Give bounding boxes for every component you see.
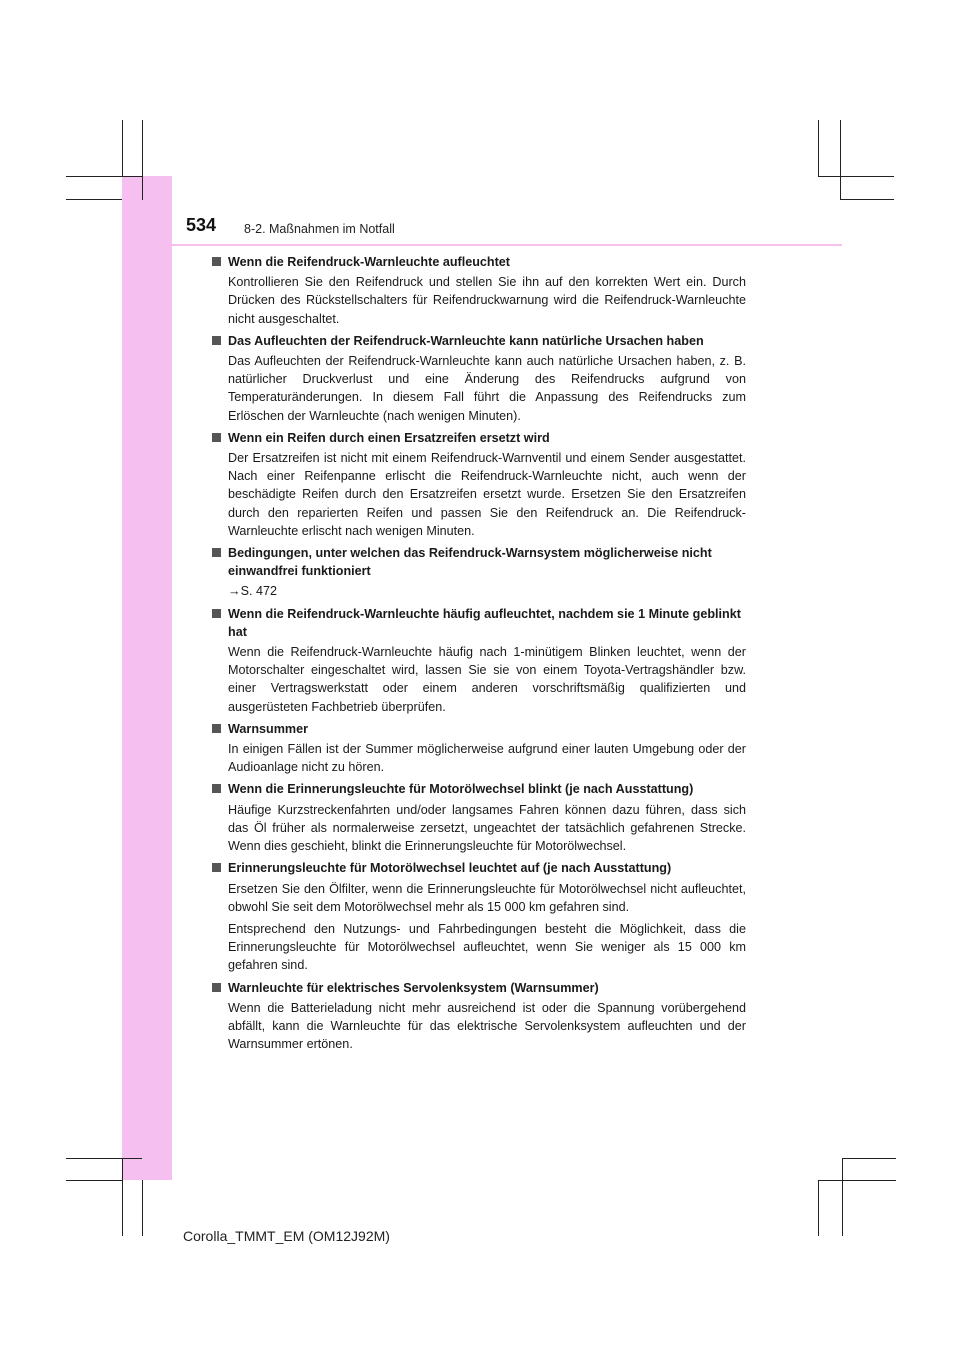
- crop-mark: [818, 1180, 896, 1181]
- section-entry: [212, 859, 746, 974]
- crop-mark: [842, 1158, 896, 1159]
- square-bullet-icon: [212, 257, 221, 266]
- section-heading-text: Wenn ein Reifen durch einen Ersatzreifen ersetzt wird: [228, 430, 550, 445]
- crop-mark: [840, 120, 841, 200]
- section-entry: [212, 720, 746, 777]
- square-bullet-icon: [212, 433, 221, 442]
- page-content: [212, 253, 746, 1057]
- section-entry: [212, 332, 746, 425]
- section-heading: [212, 332, 746, 350]
- square-bullet-icon: [212, 548, 221, 557]
- crop-mark: [818, 120, 819, 176]
- crop-mark: [66, 1158, 142, 1159]
- section-heading-text: Wenn die Reifendruck-Warnleuchte aufleuchtet: [228, 255, 511, 269]
- crop-mark: [818, 176, 894, 177]
- crop-mark: [122, 120, 123, 176]
- crop-mark: [122, 1158, 123, 1236]
- section-paragraph: Ersetzen Sie den Ölfilter, wenn die Erinnerungsleuchte für Motorölwechsel nicht aufleuchtet, obwohl Sie seit dem Motorölwechsel mehr als 15 000 km gefahren sind.: [228, 881, 746, 914]
- section-paragraph: Kontrollieren Sie den Reifendruck und stellen Sie ihn auf den korrekten Wert ein. Durch Drücken des Rückstellschalters für Reifendruckwarnung wird die Reifendruck-Warnleuchte nicht ausgeschaltet.: [228, 275, 746, 326]
- square-bullet-icon: [212, 724, 221, 733]
- section-heading-text: Erinnerungsleuchte für Motorölwechsel leuchtet auf (je nach Ausstattung): [228, 861, 672, 876]
- section-heading: [212, 859, 746, 877]
- crop-mark: [142, 120, 143, 200]
- crop-mark: [66, 176, 142, 177]
- side-tab-bar: [122, 176, 172, 1180]
- section-paragraph: Wenn die Batterieladung nicht mehr ausreichend ist oder die Spannung vorübergehend abfällt, kann die Warnleuchte für das elektrische Servolenksystem aufleuchten und der Warnsummer ertönen.: [228, 1000, 746, 1052]
- section-title: 8-2. Maßnahmen im Notfall: [244, 222, 395, 236]
- crop-mark: [66, 199, 122, 200]
- section-heading-text: Wenn die Reifendruck-Warnleuchte häufig aufleuchtet, nachdem sie 1 Minute geblinkt hat: [228, 606, 741, 639]
- section-paragraph: →S. 472: [228, 584, 278, 599]
- section-entry: [212, 544, 746, 601]
- section-heading: [212, 605, 746, 641]
- section-heading-text: Warnleuchte für elektrisches Servolenksystem (Warnsummer): [228, 980, 599, 995]
- section-heading-text: Warnsummer: [228, 721, 309, 736]
- section-entry: [212, 780, 746, 855]
- crop-mark: [842, 1158, 843, 1236]
- section-heading: [212, 429, 746, 447]
- square-bullet-icon: [212, 784, 221, 793]
- square-bullet-icon: [212, 336, 221, 345]
- section-heading: [212, 544, 746, 580]
- section-heading-text: Das Aufleuchten der Reifendruck-Warnleuchte kann natürliche Ursachen haben: [228, 333, 704, 348]
- section-paragraph: Das Aufleuchten der Reifendruck-Warnleuchte kann auch natürliche Ursachen haben, z. B. natürlicher Druckverlust und eine Änderung des Reifendrucks aufgrund von Temperaturänderungen. In diesem Fall führt die Anpassung des Reifendrucks zum Erlöschen der Warnleuchte (nach wenigen Minuten).: [228, 354, 746, 423]
- section-heading: [212, 253, 746, 271]
- section-entry: [212, 605, 746, 716]
- section-heading: [212, 979, 746, 997]
- footer-doc-id: Corolla_TMMT_EM (OM12J92M): [183, 1228, 390, 1244]
- section-entry: [212, 253, 746, 328]
- section-heading: [212, 720, 746, 738]
- header-rule: [122, 244, 842, 246]
- crop-mark: [818, 1180, 819, 1236]
- section-entry: [212, 429, 746, 540]
- square-bullet-icon: [212, 609, 221, 618]
- section-paragraph: Häufige Kurzstreckenfahrten und/oder langsames Fahren können dazu führen, dass sich das Öl früher als normalerweise zersetzt, ungeachtet der tatsächlich gefahrenen Strecke. Wenn dies geschieht, blinkt die Erinnerungsleuchte für Motorölwechsel.: [228, 802, 746, 854]
- crop-mark: [142, 1180, 143, 1236]
- section-paragraph: In einigen Fällen ist der Summer möglicherweise aufgrund einer lauten Umgebung oder der Audioanlage nicht zu hören.: [228, 742, 746, 775]
- section-heading-text: Bedingungen, unter welchen das Reifendruck-Warnsystem möglicherweise nicht einwandfrei funktioniert: [228, 546, 712, 579]
- section-entry: [212, 979, 746, 1054]
- square-bullet-icon: [212, 863, 221, 872]
- section-paragraph: Wenn die Reifendruck-Warnleuchte häufig nach 1-minütigem Blinken leuchtet, wenn der Motorschalter eingeschaltet wird, lassen Sie sie von einem Toyota-Vertragshändler bzw. einer Vertragswerkstatt oder einem anderen vorschriftsmäßig qualifizierten und ausgerüsteten Fachbetrieb überprüfen.: [228, 645, 746, 714]
- section-heading-text: Wenn die Erinnerungsleuchte für Motorölwechsel blinkt (je nach Ausstattung): [228, 782, 694, 797]
- section-paragraph: Entsprechend den Nutzungs- und Fahrbedingungen besteht die Möglichkeit, dass die Erinnerungsleuchte für Motorölwechsel aufleuchtet, wenn Sie weniger als 15 000 km gefahren sind.: [228, 921, 746, 973]
- square-bullet-icon: [212, 983, 221, 992]
- section-paragraph: Der Ersatzreifen ist nicht mit einem Reifendruck-Warnventil und einem Sender ausgestattet. Nach einer Reifenpanne erlischt die Reifendruck-Warnleuchte nicht, auch wenn der beschädigte Reifen durch den Ersatzreifen ersetzt wurde. Ersetzen Sie den Ersatzreifen durch den reparierten Reifen und passen Sie den Reifendruck an. Die Reifendruck-Warnleuchte erlischt nach wenigen Minuten.: [228, 451, 746, 538]
- crop-mark: [66, 1180, 122, 1181]
- page-number: 534: [186, 215, 217, 235]
- crop-mark: [840, 199, 894, 200]
- section-heading: [212, 780, 746, 798]
